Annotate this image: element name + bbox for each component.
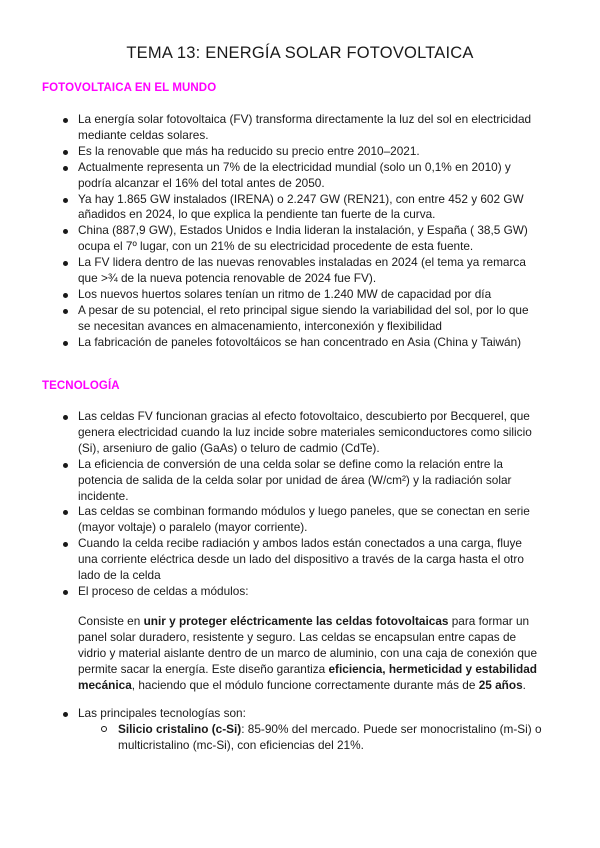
list-item: La FV lidera dentro de las nuevas renovables instaladas en 2024 (el tema ya remarca que >¾ de la nueva potencia renovable de 2024 fue FV). (0, 255, 544, 287)
section-heading-world: FOTOVOLTAICA EN EL MUNDO (42, 82, 217, 94)
list-item: Actualmente representa un 7% de la electricidad mundial (solo un 0,1% en 2010) y podría alcanzar el 16% del total antes de 2050. (0, 160, 544, 192)
paragraph-text: Consiste en (78, 614, 144, 628)
list-item: Las principales tecnologías son: (0, 706, 544, 722)
paragraph-bold: 25 años (478, 677, 523, 692)
sub-item-bold: Silicio cristalino (c-Si) (118, 722, 242, 736)
page-title: TEMA 13: ENERGÍA SOLAR FOTOVOLTAICA (126, 44, 474, 62)
list-item: La eficiencia de conversión de una celda solar se define como la relación entre la potencia de salida de la celda solar por unidad de área (W/cm²) y la radiación solar incidente. (0, 457, 544, 505)
list-item: A pesar de su potencial, el reto principal sigue siendo la variabilidad del sol, por lo que se necesitan avances en almacenamiento, interconexión y flexibilidad (0, 303, 544, 335)
modules-paragraph (78, 614, 546, 694)
list-item: Los nuevos huertos solares tenían un ritmo de 1.240 MW de capacidad por día (0, 287, 544, 303)
list-item: La fabricación de paneles fotovoltáicos se han concentrado en Asia (China y Taiwán) (0, 335, 544, 351)
list-item: El proceso de celdas a módulos: (0, 584, 544, 600)
paragraph-bold: eficiencia, hermeticidad y estabilidad mecánica (78, 661, 537, 692)
paragraph-text: para formar un panel solar duradero, resistente y seguro. Las celdas se encapsulan entre capas de vidrio y material aislante dentro de un marco de aluminio, con una caja de conexión que permite sacar la energía. Este diseño garantiza (78, 614, 538, 676)
sub-item-text: : 85-90% del mercado. Puede ser monocristalino (m-Si) o multicristalino (mc-Si), con eficiencias del 21%. (118, 722, 542, 752)
technology-bullet-list (0, 409, 544, 600)
list-item: Cuando la celda recibe radiación y ambos lados están conectados a una carga, fluye una corriente eléctrica desde un lado del dispositivo a través de la carga hasta el otro lado de la celda (0, 536, 544, 584)
sub-list-item (118, 722, 548, 754)
list-item: Es la renovable que más ha reducido su precio entre 2010–2021. (0, 144, 544, 160)
paragraph-bold: unir y proteger eléctricamente las celdas fotovoltaicas (143, 614, 449, 628)
list-item: La energía solar fotovoltaica (FV) transforma directamente la luz del sol en electricidad mediante celdas solares. (0, 112, 544, 144)
list-item: Las celdas se combinan formando módulos y luego paneles, que se conectan en serie (mayor voltaje) o paralelo (mayor corriente). (0, 504, 544, 536)
paragraph-text: , haciendo que el módulo funcione correctamente durante más de (131, 677, 479, 692)
paragraph-text: . (522, 677, 526, 692)
technologies-bullet-list (0, 706, 544, 722)
world-bullet-list (0, 112, 544, 351)
list-item: Ya hay 1.865 GW instalados (IRENA) o 2.247 GW (REN21), con entre 452 y 602 GW añadidos en 2024, lo que explica la pendiente tan fuerte de la curva. (0, 192, 544, 224)
section-heading-technology: TECNOLOGÍA (42, 380, 120, 392)
list-item: Las celdas FV funcionan gracias al efecto fotovoltaico, descubierto por Becquerel, que genera electricidad cuando la luz incide sobre materiales semiconductores como silicio (Si), arseniuro de galio (GaAs) o teluro de cadmio (CdTe). (0, 409, 544, 457)
list-item: China (887,9 GW), Estados Unidos e India lideran la instalación, y España ( 38,5 GW) ocupa el 7º lugar, con un 21% de su electricidad procedente de esta fuente. (0, 223, 544, 255)
